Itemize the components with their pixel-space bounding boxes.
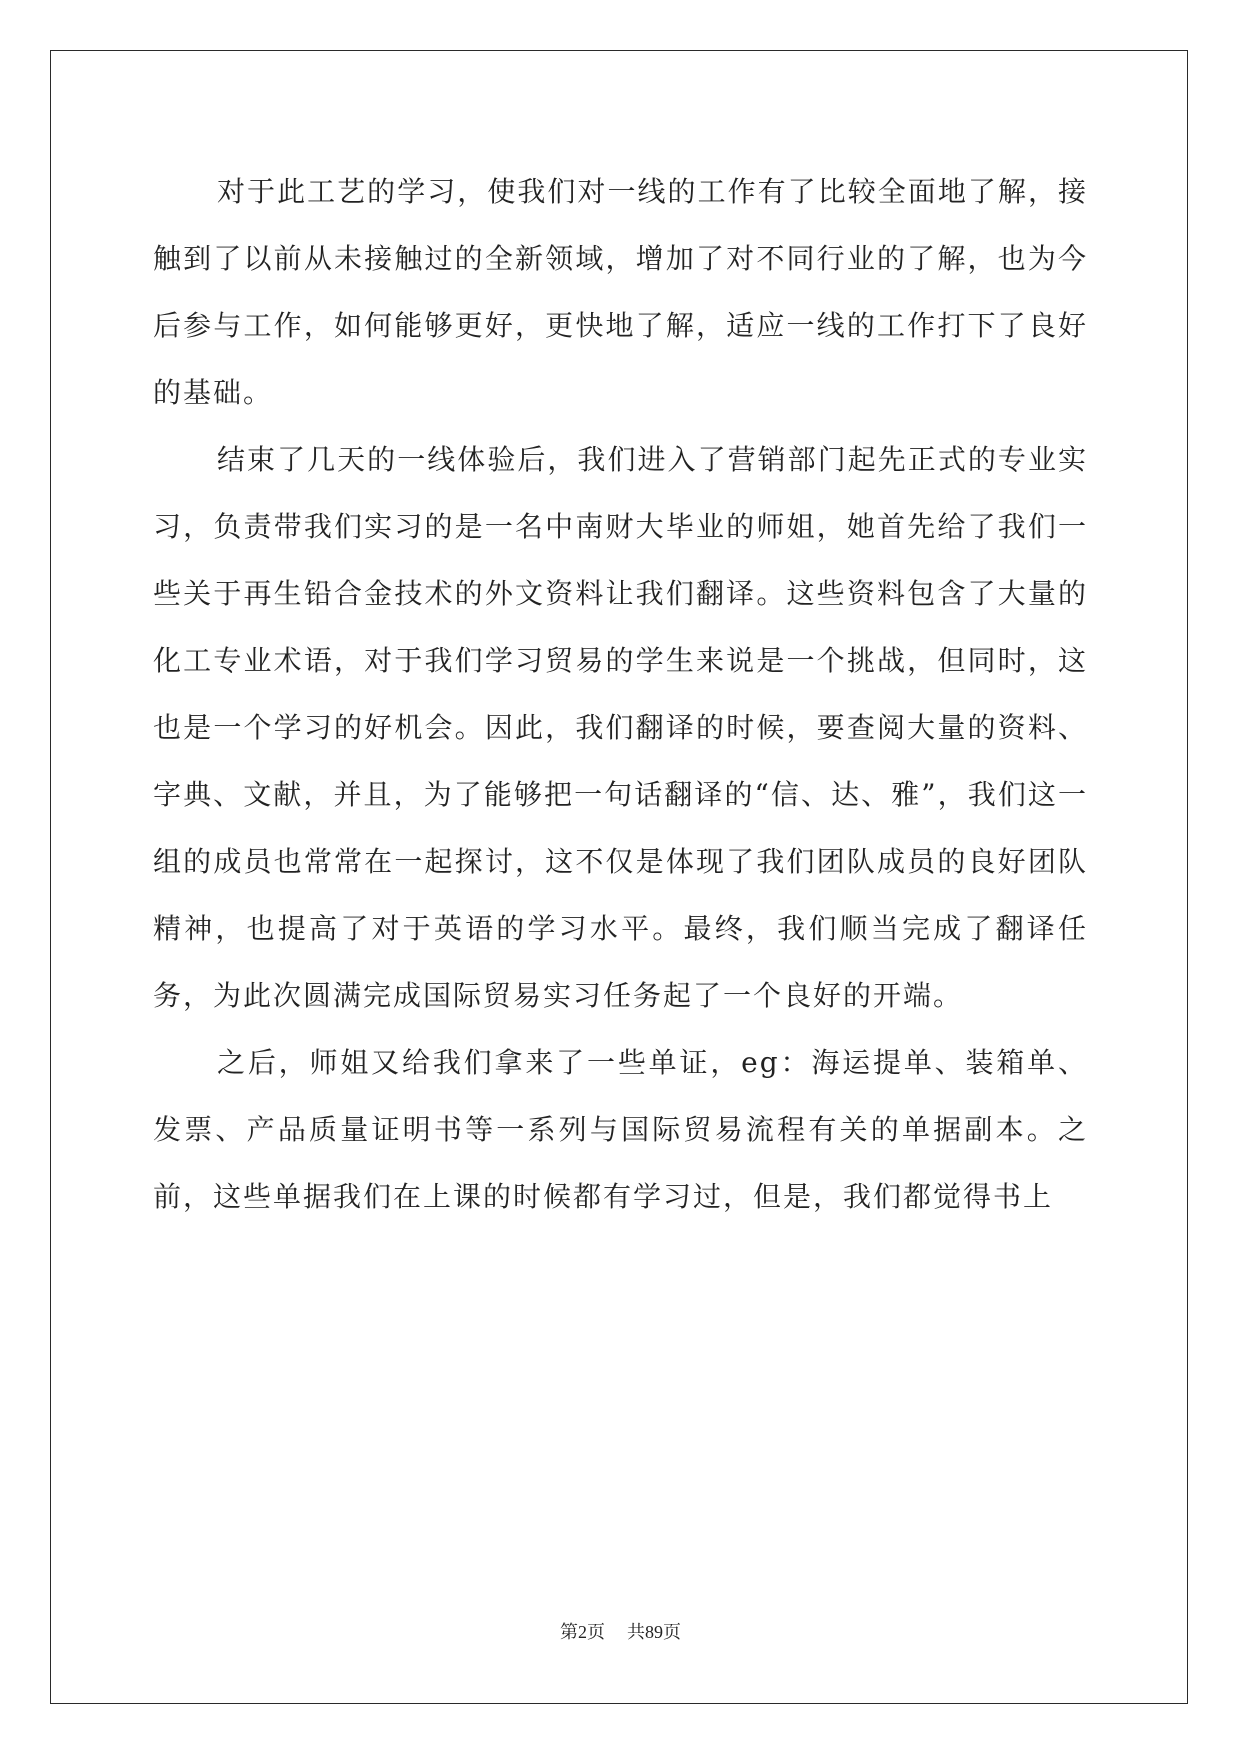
paragraph-2: 结束了几天的一线体验后，我们进入了营销部门起先正式的专业实习，负责带我们实习的是一名中南财大毕业的师姐，她首先给了我们一些关于再生铅合金技术的外文资料让我们翻译。这些资料包含了大量的化工专业术语，对于我们学习贸易的学生来说是一个挑战，但同时，这也是一个学习的好机会。因此，我们翻译的时候，要查阅大量的资料、字典、文献，并且，为了能够把一句话翻译的“信、达、雅”，我们这一组的成员也常常在一起探讨，这不仅是体现了我们团队成员的良好团队精神，也提高了对于英语的学习水平。最终，我们顺当完成了翻译任务，为此次圆满完成国际贸易实习任务起了一个良好的开端。 xyxy=(153,443,1088,1012)
page-footer xyxy=(0,1618,1241,1644)
paragraph-3: 之后，师姐又给我们拿来了一些单证，eg：海运提单、装箱单、发票、产品质量证明书等一系列与国际贸易流程有关的单据副本。之前，这些单据我们在上课的时候都有学习过，但是，我们都觉得书上 xyxy=(153,1046,1088,1213)
page-total: 共89页 xyxy=(627,1622,681,1642)
paragraph-1: 对于此工艺的学习，使我们对一线的工作有了比较全面地了解，接触到了以前从未接触过的全新领域，增加了对不同行业的了解，也为今后参与工作，如何能够更好，更快地了解，适应一线的工作打下了良好的基础。 xyxy=(153,175,1088,409)
page-number: 第2页 xyxy=(560,1622,605,1642)
document-body xyxy=(153,158,1088,1230)
